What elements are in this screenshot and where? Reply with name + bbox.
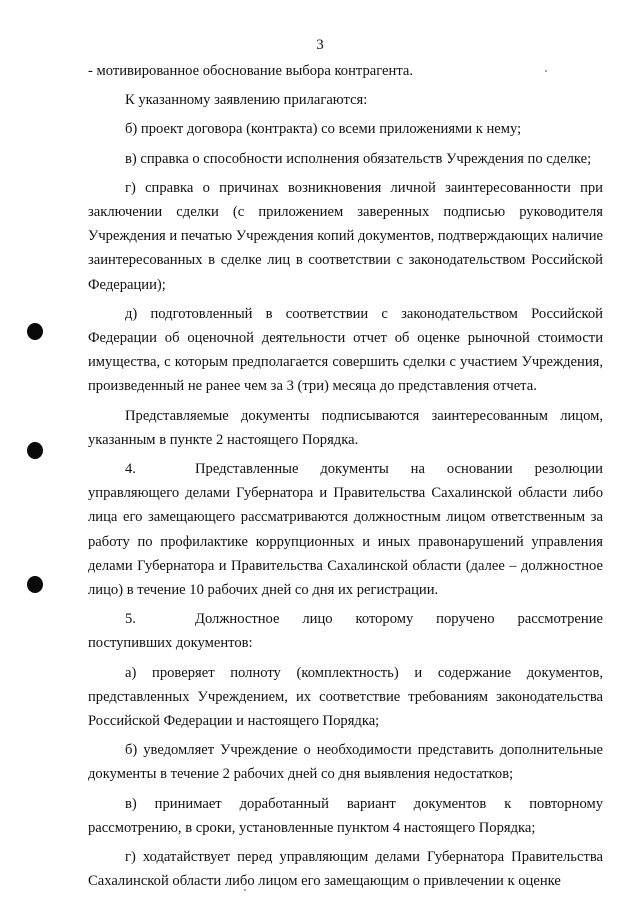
- document-body: [88, 59, 603, 894]
- section-4-text: Представленные документы на основании резолюции управляющего делами Губернатора и Правительства Сахалинской области либо лица его замещающего рассматриваются должностным лицом ответственным за работу по профилактике коррупционных и иных правонарушений управления делами Губернатора и Правительства Сахалинской области (далее – должностное лицо) в течение 10 рабочих дней со дня их регистрации.: [88, 461, 603, 599]
- paragraph-item-v: в) справка о способности исполнения обязательств Учреждения по сделке;: [125, 150, 592, 167]
- section-5-number: 5.: [125, 611, 136, 628]
- paragraph-attachments-intro: К указанному заявлению прилагаются:: [125, 92, 368, 109]
- section-5: [88, 607, 603, 655]
- section-4-number: 4.: [125, 461, 136, 478]
- paragraph-duty-a: а) проверяет полноту (комплектность) и содержание документов, представленных Учреждением, их соответствие требованиям законодательства Российской Федерации и настоящего Порядка;: [88, 664, 603, 730]
- paragraph-item-g: г) справка о причинах возникновения личной заинтересованности при заключении сделки (с приложением заверенных подписью руководителя Учреждения и печатью Учреждения копий документов, подтверждающих наличие заинтересованных в сделке лиц в соответствии с законодательством Российской Федерации);: [88, 179, 603, 293]
- binder-hole-middle: [27, 442, 43, 459]
- scan-speck: [244, 889, 246, 891]
- paragraph-motivation: - мотивированное обоснование выбора контрагента.: [88, 63, 414, 79]
- section-4: [88, 457, 603, 602]
- paragraph-signing: Представляемые документы подписываются заинтересованным лицом, указанным в пункте 2 настоящего Порядка.: [88, 407, 603, 448]
- paragraph-duty-v: в) принимает доработанный вариант документов к повторному рассмотрению, в сроки, установленные пунктом 4 настоящего Порядка;: [88, 795, 603, 836]
- paragraph-item-d: д) подготовленный в соответствии с законодательством Российской Федерации об оценочной деятельности отчет об оценке рыночной стоимости имущества, с которым предполагается совершить сделки с участием Учреждения, произведенный не ранее чем за 3 (три) месяца до представления отчета.: [88, 305, 603, 395]
- binder-hole-bottom: [27, 576, 43, 593]
- paragraph-duty-b: б) уведомляет Учреждение о необходимости представить дополнительные документы в течение 2 рабочих дней со дня выявления недостатков;: [88, 742, 603, 783]
- section-5-text: Должностное лицо которому поручено рассмотрение поступивших документов:: [88, 611, 603, 652]
- scan-speck: [545, 70, 547, 72]
- paragraph-duty-g: г) ходатайствует перед управляющим делами Губернатора Правительства Сахалинской области либо лицом его замещающим о привлечении к оценке: [88, 849, 603, 890]
- paragraph-item-b: б) проект договора (контракта) со всеми приложениями к нему;: [125, 121, 522, 138]
- page-number: 3: [316, 37, 324, 53]
- binder-hole-top: [27, 323, 43, 340]
